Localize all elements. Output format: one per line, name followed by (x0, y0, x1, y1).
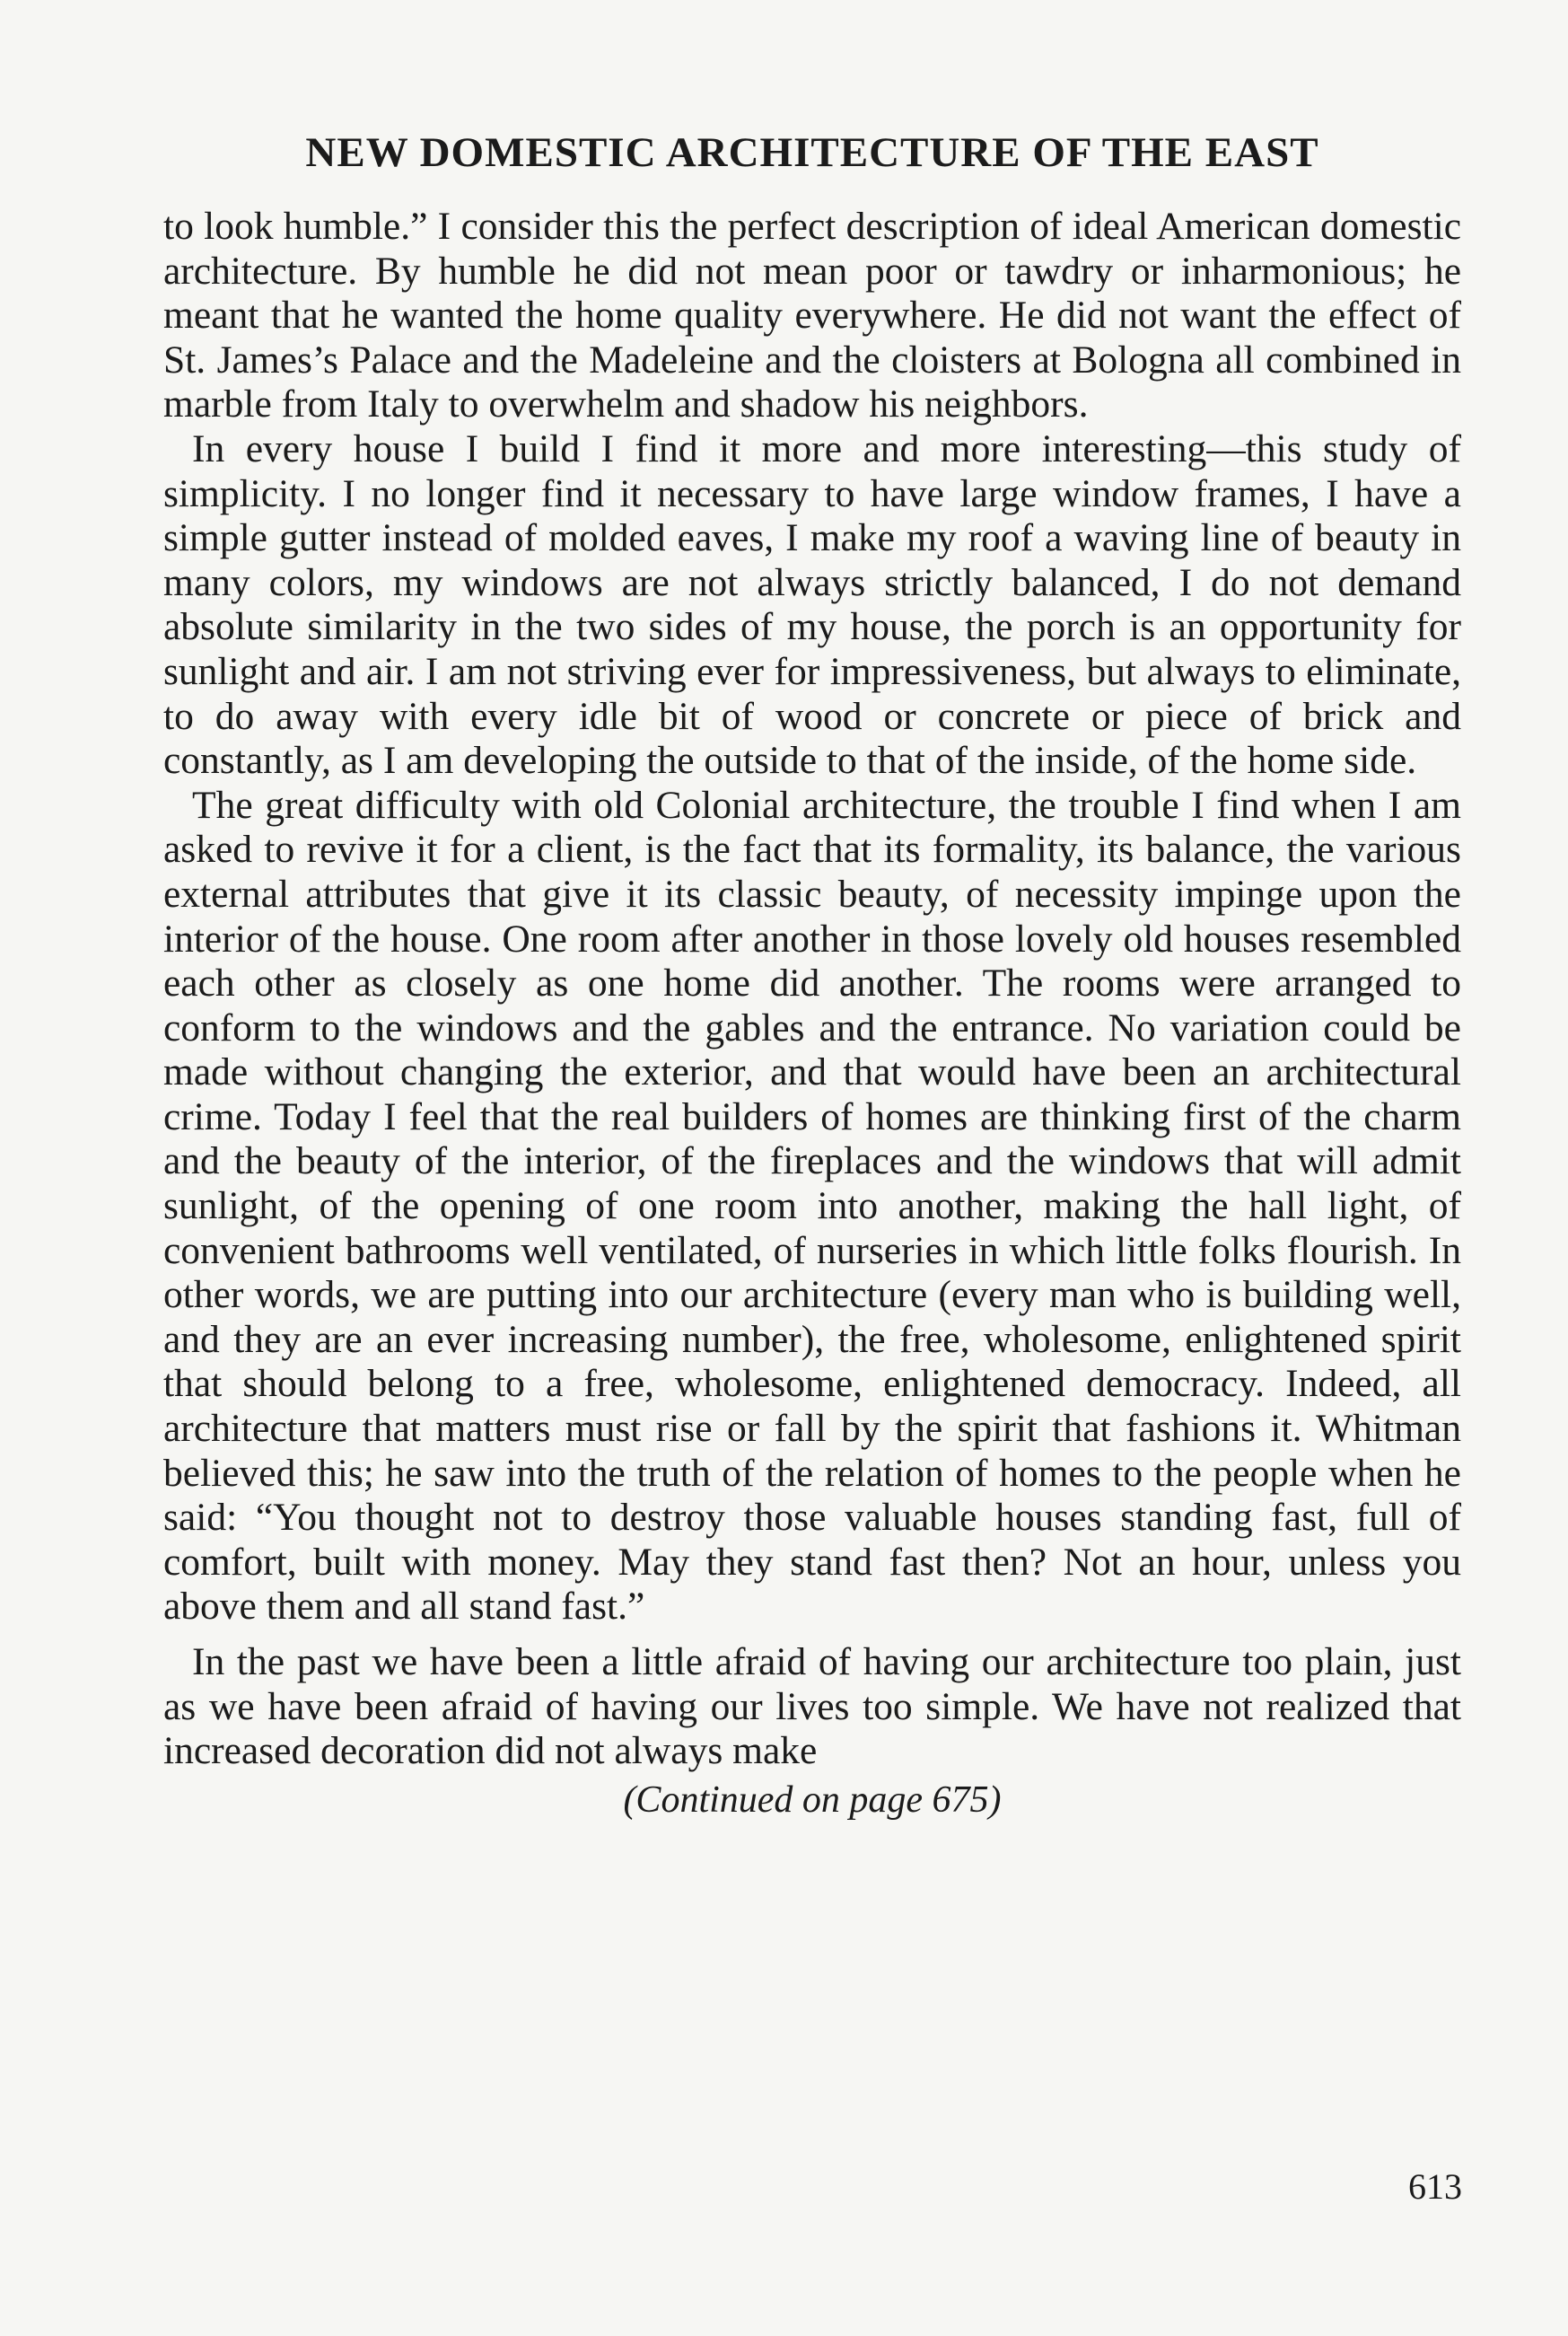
paragraph-2: In every house I build I find it more and more interesting—this study of simplicity. I no longer find it necessary to have large window frames, I have a simple gutter instead of molded eaves, I make my roof a waving line of beauty in many colors, my windows are not always strictly balanced, I do not demand absolute similarity in the two sides of my house, the porch is an opportunity for sunlight and air. I am not striving ever for impressiveness, but always to eliminate, to do away with every idle bit of wood or concrete or piece of brick and constantly, as I am developing the outside to that of the inside, of the home side. (163, 426, 1461, 783)
page-number: 613 (1408, 2166, 1462, 2207)
continued-note: (Continued on page 675) (623, 1778, 1002, 1821)
paragraph-1: to look humble.” I consider this the perfect description of ideal American domestic architecture. By humble he did not mean poor or tawdry or inharmonious; he meant that he wanted the home quality everywhere. He did not want the effect of St. James’s Palace and the Madeleine and the cloisters at Bologna all combined in marble from Italy to overwhelm and shadow his neighbors. (163, 205, 1461, 426)
paragraph-3: The great difficulty with old Colonial architecture, the trouble I find when I am asked to revive it for a client, is the fact that its formality, its balance, the various external attributes that give it its classic beauty, of necessity impinge upon the interior of the house. One room after another in those lovely old houses resembled each other as closely as one home did another. The rooms were arranged to conform to the windows and the gables and the entrance. No variation could be made without changing the exterior, and that would have been an architectural crime. Today I feel that the real builders of homes are thinking first of the charm and the beauty of the interior, of the fireplaces and the windows that will admit sunlight, of the opening of one room into another, making the hall light, of convenient bathrooms well ventilated, of nurseries in which little folks flourish. In other words, we are putting into our architecture (every man who is building well, and they are an ever increasing number), the free, wholesome, enlightened spirit that should belong to a free, wholesome, enlightened democracy. Indeed, all architecture that matters must rise or fall by the spirit that fashions it. Whitman believed this; he saw into the truth of the relation of homes to the people when he said: “You thought not to destroy those valuable houses standing fast, full of comfort, built with money. May they stand fast then? Not an hour, unless you above them and all stand fast.” (163, 783, 1461, 1629)
paragraph-4: In the past we have been a little afraid of having our architecture too plain, just as we have been afraid of having our lives too simple. We have not realized that increased decoration did not always make (163, 1640, 1461, 1773)
running-head: NEW DOMESTIC ARCHITECTURE OF THE EAST (305, 129, 1319, 176)
page-body (163, 126, 1461, 1822)
